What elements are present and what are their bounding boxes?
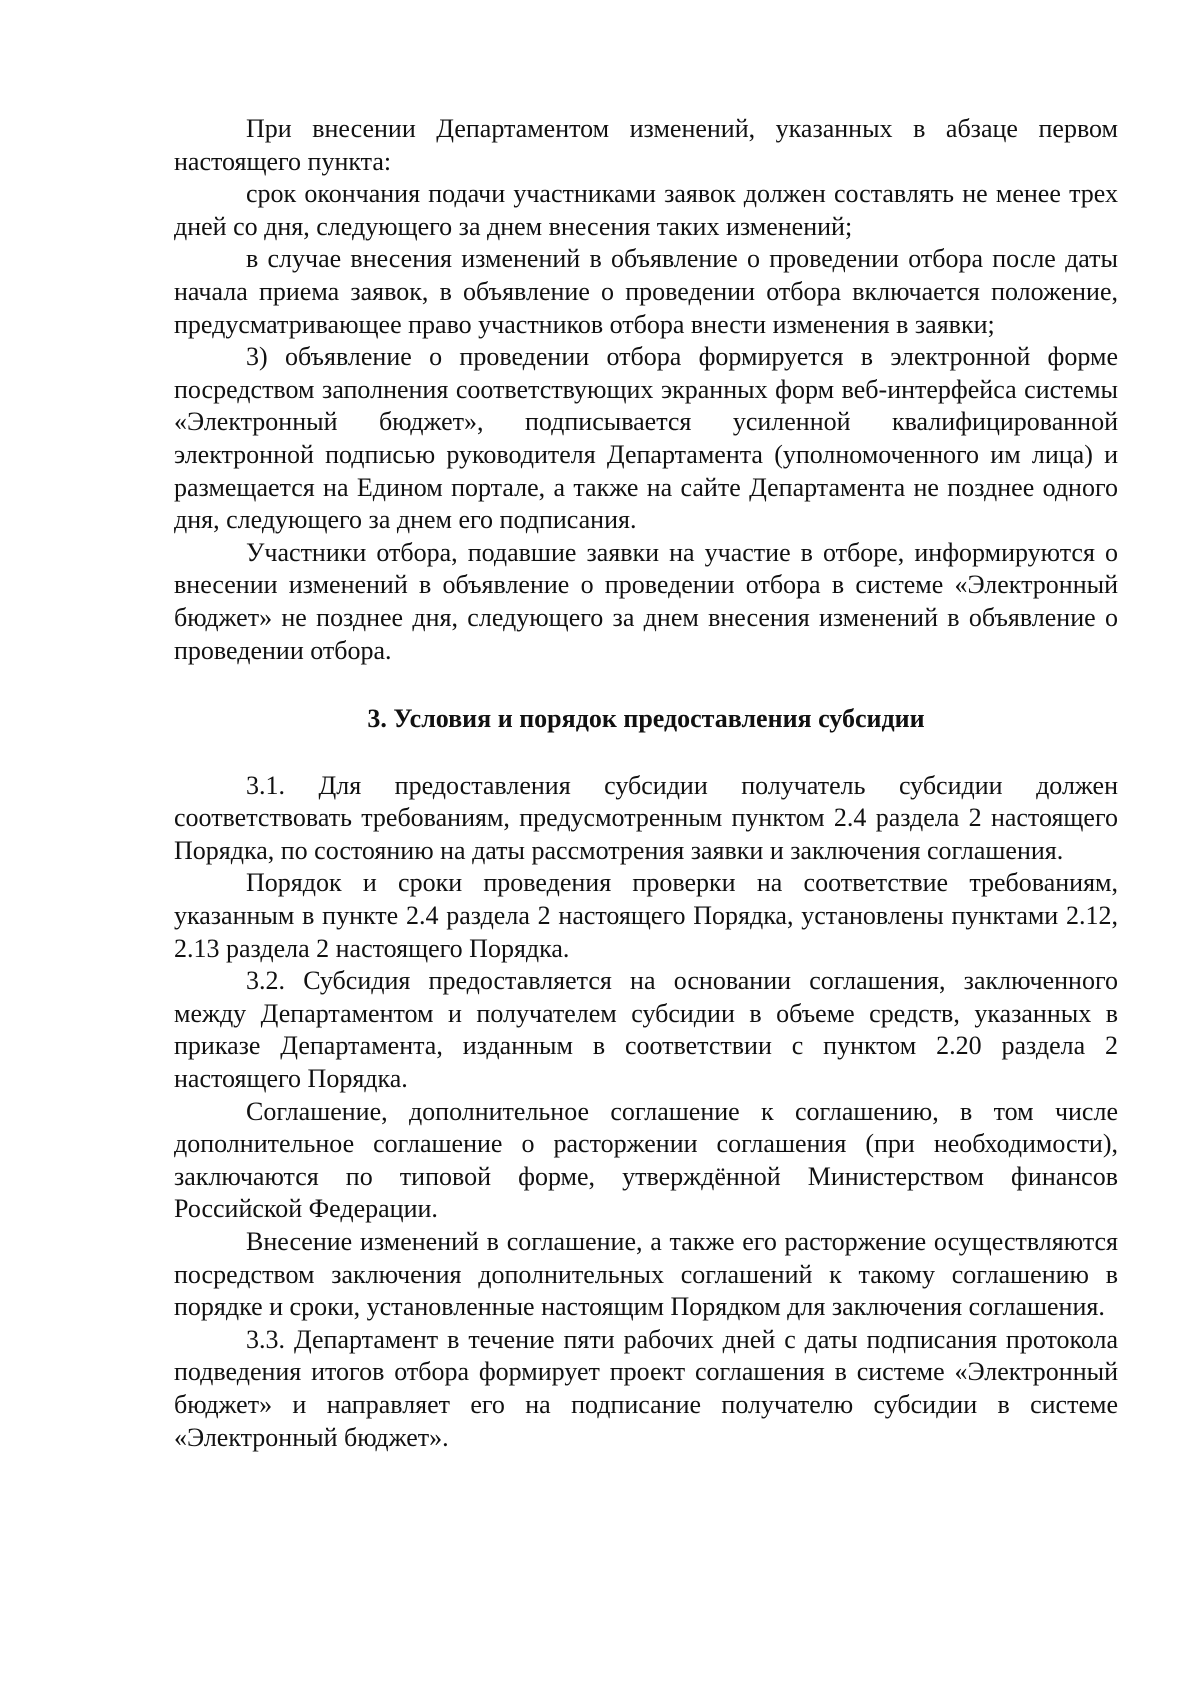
paragraph-participants-informed: Участники отбора, подавшие заявки на участие в отборе, информируются о внесении изменений в объявление о проведении отбора в системе «Электронный бюджет» не позднее дня, следующего за днем внесения изменений в объявление о проведении отбора. xyxy=(174,537,1118,665)
paragraph-agreement-form: Соглашение, дополнительное соглашение к соглашению, в том числе дополнительное соглашение о расторжении соглашения (при необходимости), заключаются по типовой форме, утверждённой Министерством финансов Российской Федерации. xyxy=(174,1096,1118,1224)
paragraph-submission-deadline: срок окончания подачи участниками заявок должен составлять не менее трех дней со дня, следующего за днем внесения таких изменений; xyxy=(174,179,1118,241)
document-page xyxy=(174,113,1118,1454)
paragraph-3-1: 3.1. Для предоставления субсидии получатель субсидии должен соответствовать требованиям, предусмотренным пунктом 2.4 раздела 2 настоящего Порядка, по состоянию на даты рассмотрения заявки и заключения соглашения. xyxy=(174,770,1118,865)
paragraph-amendment-rights: в случае внесения изменений в объявление о проведении отбора после даты начала приема заявок, в объявление о проведении отбора включается положение, предусматривающее право участников отбора внести изменения в заявки; xyxy=(174,244,1118,339)
paragraph-announcement-form: 3) объявление о проведении отбора формируется в электронной форме посредством заполнения соответствующих экранных форм веб-интерфейса системы «Электронный бюджет», подписывается усиленной квалифицированной электронной подписью руководителя Департамента (уполномоченного им лица) и размещается на Едином портале, а также на сайте Департамента не позднее одного дня, следующего за днем его подписания. xyxy=(174,342,1118,535)
section-title: 3. Условия и порядок предоставления субсидии xyxy=(367,704,925,734)
paragraph-3-3: 3.3. Департамент в течение пяти рабочих дней с даты подписания протокола подведения итогов отбора формирует проект соглашения в системе «Электронный бюджет» и направляет его на подписание получателю субсидии в системе «Электронный бюджет». xyxy=(174,1324,1118,1452)
paragraph-3-2: 3.2. Субсидия предоставляется на основании соглашения, заключенного между Департаментом и получателем субсидии в объеме средств, указанных в приказе Департамента, изданным в соответствии с пунктом 2.20 раздела 2 настоящего Порядка. xyxy=(174,966,1118,1094)
paragraph-amendments-intro: При внесении Департаментом изменений, указанных в абзаце первом настоящего пункта: xyxy=(174,114,1118,176)
paragraph-agreement-changes: Внесение изменений в соглашение, а также его расторжение осуществляются посредством заключения дополнительных соглашений к такому соглашению в порядке и сроки, установленные настоящим Порядком для заключения соглашения. xyxy=(174,1227,1118,1322)
paragraph-verification-procedure: Порядок и сроки проведения проверки на соответствие требованиям, указанным в пункте 2.4 раздела 2 настоящего Порядка, установлены пунктами 2.12, 2.13 раздела 2 настоящего Порядка. xyxy=(174,868,1118,963)
